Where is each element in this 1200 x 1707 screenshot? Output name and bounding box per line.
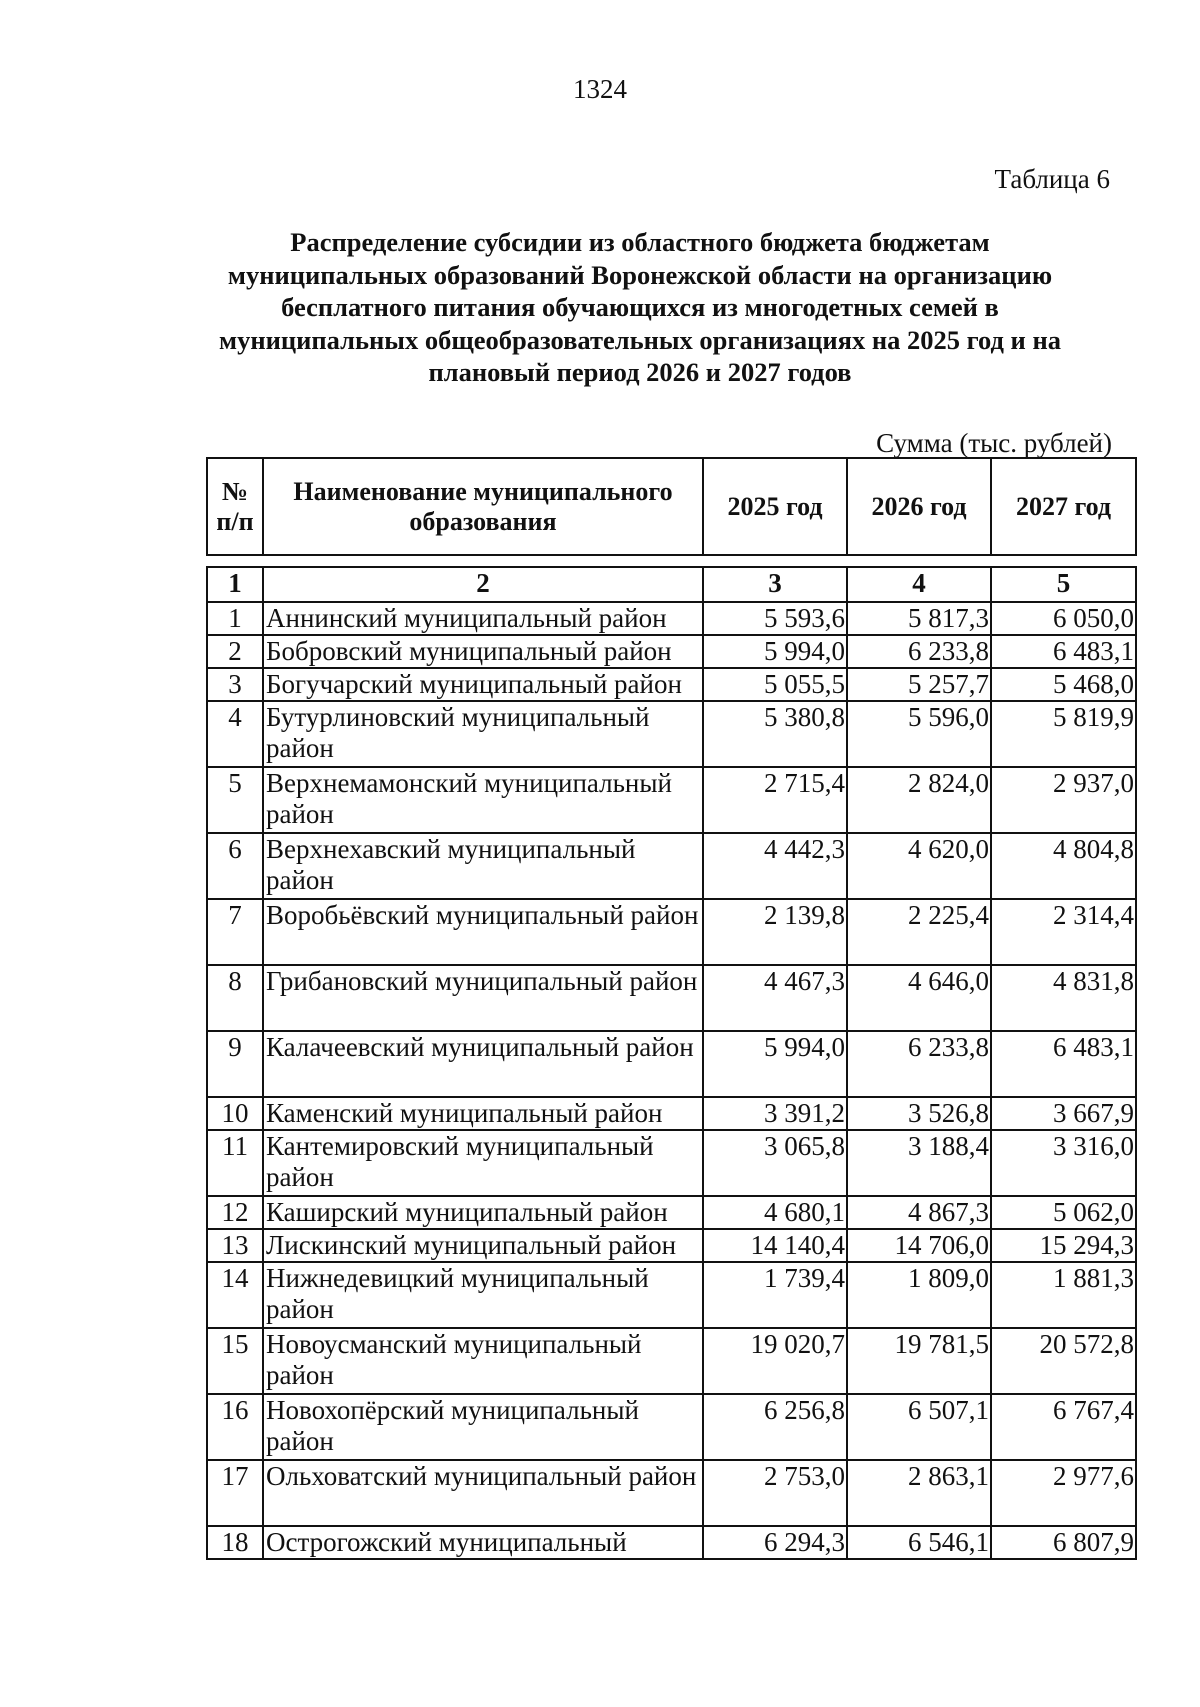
municipality-name: Ольховатский муниципальный район [263, 1460, 703, 1526]
municipality-name: Лискинский муниципальный район [263, 1229, 703, 1262]
table-row [207, 965, 1136, 1031]
value-2026: 6 507,1 [847, 1394, 991, 1460]
municipality-name: Верхнемамонский муниципальный район [263, 767, 703, 833]
table-row [207, 1031, 1136, 1097]
table-row [207, 833, 1136, 899]
row-number: 17 [207, 1460, 263, 1526]
column-number: 4 [847, 567, 991, 602]
value-2027: 6 767,4 [991, 1394, 1136, 1460]
value-2027: 2 937,0 [991, 767, 1136, 833]
municipality-name: Новохопёрский муниципальный район [263, 1394, 703, 1460]
value-2025: 5 380,8 [703, 701, 847, 767]
row-number: 10 [207, 1097, 263, 1130]
document-title [190, 226, 1090, 389]
table-row [207, 1394, 1136, 1460]
value-2025: 1 739,4 [703, 1262, 847, 1328]
value-2025: 4 467,3 [703, 965, 847, 1031]
value-2025: 4 442,3 [703, 833, 847, 899]
table-header [206, 457, 1137, 556]
row-number: 12 [207, 1196, 263, 1229]
table-row [207, 1328, 1136, 1394]
table-row [207, 1526, 1136, 1559]
value-2025: 2 139,8 [703, 899, 847, 965]
value-2026: 6 546,1 [847, 1526, 991, 1559]
row-number: 15 [207, 1328, 263, 1394]
table-row [207, 1460, 1136, 1526]
table-row [207, 899, 1136, 965]
table-row [207, 1229, 1136, 1262]
row-number: 9 [207, 1031, 263, 1097]
value-2026: 5 257,7 [847, 668, 991, 701]
row-number: 8 [207, 965, 263, 1031]
value-2027: 3 667,9 [991, 1097, 1136, 1130]
page-number: 1324 [573, 74, 627, 104]
value-2026: 5 817,3 [847, 602, 991, 635]
municipality-name: Новоусманский муниципальный район [263, 1328, 703, 1394]
title-line: муниципальных образований Воронежской области на организацию [227, 259, 1053, 290]
municipality-name: Острогожский муниципальный [263, 1526, 703, 1559]
column-number: 5 [991, 567, 1136, 602]
municipality-name: Воробьёвский муниципальный район [263, 899, 703, 965]
table-row [207, 767, 1136, 833]
header-2027: 2027 год [991, 458, 1136, 555]
header-num: № п/п [207, 458, 263, 555]
row-number: 3 [207, 668, 263, 701]
title-line: плановый период 2026 и 2027 годов [428, 357, 852, 387]
value-2027: 4 804,8 [991, 833, 1136, 899]
header-name: Наименование муниципального образования [263, 458, 703, 555]
column-number: 2 [263, 567, 703, 602]
title-line: Распределение субсидии из областного бюджета бюджетам [290, 227, 990, 257]
value-2025: 6 294,3 [703, 1526, 847, 1559]
value-2026: 3 526,8 [847, 1097, 991, 1130]
value-2027: 4 831,8 [991, 965, 1136, 1031]
value-2026: 6 233,8 [847, 1031, 991, 1097]
value-2026: 4 646,0 [847, 965, 991, 1031]
value-2026: 2 863,1 [847, 1460, 991, 1526]
municipality-name: Аннинский муниципальный район [263, 602, 703, 635]
municipality-name: Бутурлиновский муниципальный район [263, 701, 703, 767]
municipality-name: Богучарский муниципальный район [263, 668, 703, 701]
value-2026: 2 225,4 [847, 899, 991, 965]
value-2026: 19 781,5 [847, 1328, 991, 1394]
value-2025: 5 994,0 [703, 1031, 847, 1097]
value-2027: 2 314,4 [991, 899, 1136, 965]
column-number: 1 [207, 567, 263, 602]
value-2025: 14 140,4 [703, 1229, 847, 1262]
value-2025: 2 715,4 [703, 767, 847, 833]
value-2025: 3 391,2 [703, 1097, 847, 1130]
municipality-name: Калачеевский муниципальный район [263, 1031, 703, 1097]
value-2025: 5 994,0 [703, 635, 847, 668]
column-numbers-row [207, 567, 1136, 602]
value-2026: 5 596,0 [847, 701, 991, 767]
row-number: 5 [207, 767, 263, 833]
value-2027: 6 807,9 [991, 1526, 1136, 1559]
column-number: 3 [703, 567, 847, 602]
value-2027: 6 483,1 [991, 635, 1136, 668]
value-2026: 2 824,0 [847, 767, 991, 833]
value-2027: 5 468,0 [991, 668, 1136, 701]
row-number: 14 [207, 1262, 263, 1328]
row-number: 6 [207, 833, 263, 899]
table-row [207, 1097, 1136, 1130]
value-2027: 1 881,3 [991, 1262, 1136, 1328]
value-2026: 4 620,0 [847, 833, 991, 899]
table-row [207, 635, 1136, 668]
municipality-name: Кантемировский муниципальный район [263, 1130, 703, 1196]
header-2025: 2025 год [703, 458, 847, 555]
value-2025: 3 065,8 [703, 1130, 847, 1196]
row-number: 7 [207, 899, 263, 965]
table-row [207, 1196, 1136, 1229]
value-2025: 5 593,6 [703, 602, 847, 635]
value-2026: 1 809,0 [847, 1262, 991, 1328]
value-2026: 14 706,0 [847, 1229, 991, 1262]
value-2027: 3 316,0 [991, 1130, 1136, 1196]
value-2026: 3 188,4 [847, 1130, 991, 1196]
value-2027: 6 050,0 [991, 602, 1136, 635]
value-2026: 6 233,8 [847, 635, 991, 668]
row-number: 4 [207, 701, 263, 767]
row-number: 1 [207, 602, 263, 635]
units-label: Сумма (тыс. рублей) [876, 428, 1112, 458]
value-2026: 4 867,3 [847, 1196, 991, 1229]
table-row [207, 1130, 1136, 1196]
municipality-name: Грибановский муниципальный район [263, 965, 703, 1031]
municipality-name: Каменский муниципальный район [263, 1097, 703, 1130]
table-label: Таблица 6 [994, 164, 1110, 194]
value-2025: 6 256,8 [703, 1394, 847, 1460]
row-number: 13 [207, 1229, 263, 1262]
value-2025: 19 020,7 [703, 1328, 847, 1394]
row-number: 18 [207, 1526, 263, 1559]
value-2027: 5 819,9 [991, 701, 1136, 767]
municipality-name: Верхнехавский муниципальный район [263, 833, 703, 899]
municipality-name: Каширский муниципальный район [263, 1196, 703, 1229]
value-2025: 5 055,5 [703, 668, 847, 701]
table-row [207, 1262, 1136, 1328]
value-2025: 4 680,1 [703, 1196, 847, 1229]
title-line: бесплатного питания обучающихся из многодетных семей в [281, 292, 999, 322]
value-2027: 20 572,8 [991, 1328, 1136, 1394]
title-line: муниципальных общеобразовательных организациях на 2025 год и на [219, 324, 1061, 355]
subsidy-table [206, 566, 1137, 1560]
value-2027: 5 062,0 [991, 1196, 1136, 1229]
row-number: 16 [207, 1394, 263, 1460]
value-2027: 6 483,1 [991, 1031, 1136, 1097]
table-row [207, 602, 1136, 635]
row-number: 2 [207, 635, 263, 668]
municipality-name: Бобровский муниципальный район [263, 635, 703, 668]
table-row [207, 701, 1136, 767]
header-2026: 2026 год [847, 458, 991, 555]
row-number: 11 [207, 1130, 263, 1196]
value-2025: 2 753,0 [703, 1460, 847, 1526]
value-2027: 15 294,3 [991, 1229, 1136, 1262]
value-2027: 2 977,6 [991, 1460, 1136, 1526]
table-row [207, 668, 1136, 701]
municipality-name: Нижнедевицкий муниципальный район [263, 1262, 703, 1328]
